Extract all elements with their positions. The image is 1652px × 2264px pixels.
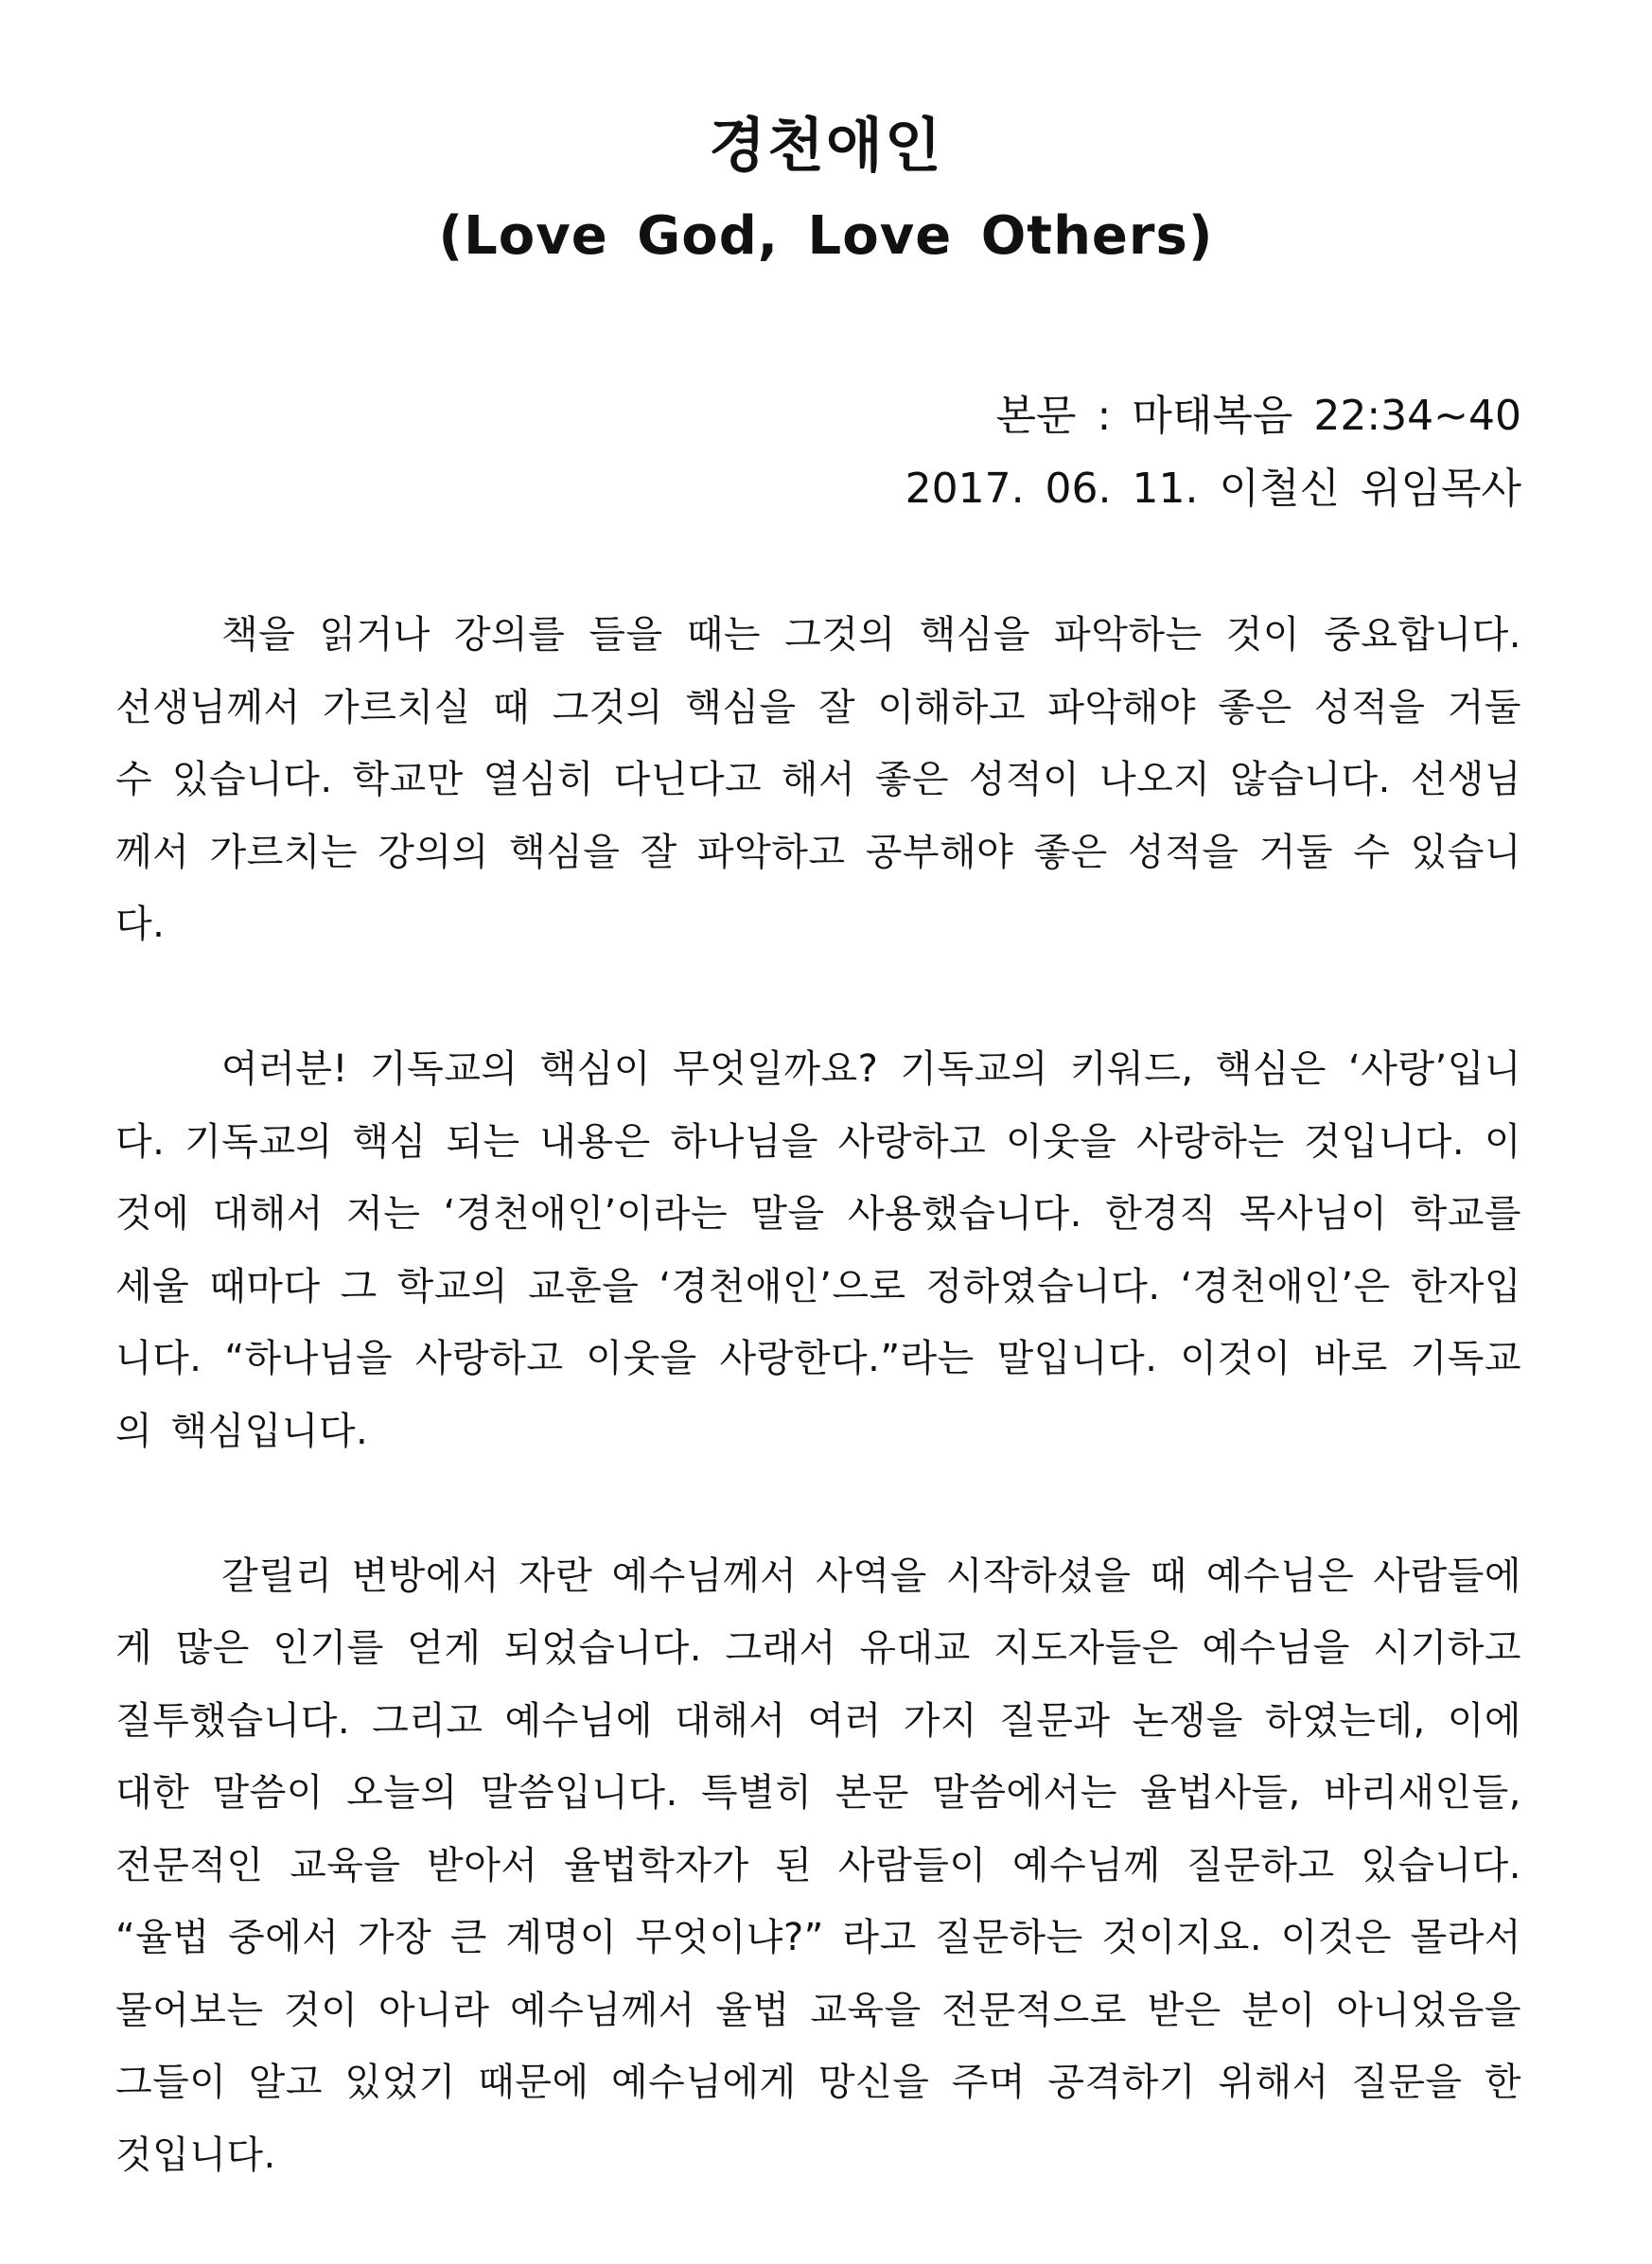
paragraph-1: 책을 읽거나 강의를 들을 때는 그것의 핵심을 파악하는 것이 중요합니다. 선생님께서 가르치실 때 그것의 핵심을 잘 이해하고 파악해야 좋은 성적을 거둘 수 있습니다. 학교만 열심히 다닌다고 해서 좋은 성적이 나오지 않습니다. 선생님께서 가르치는 강의의 핵심을 잘 파악하고 공부해야 좋은 성적을 거둘 수 있습니다. [115,613,1521,946]
paragraph-3: 갈릴리 변방에서 자란 예수님께서 사역을 시작하셨을 때 예수님은 사람들에게 많은 인기를 얻게 되었습니다. 그래서 유대교 지도자들은 예수님을 시기하고 질투했습니다. 그리고 예수님에 대해서 여러 가지 질문과 논쟁을 하였는데, 이에 대한 말씀이 오늘의 말씀입니다. 특별히 본문 말씀에서는 율법사들, 바리새인들, 전문적인 교육을 받아서 율법학자가 된 사람들이 예수님께 질문하고 있습니다. “율법 중에서 가장 큰 계명이 무엇이냐?” 라고 질문하는 것이지요. 이것은 몰라서 물어보는 것이 아니라 예수님께서 율법 교육을 전문적으로 받은 분이 아니었음을 그들이 알고 있었기 때문에 예수님에게 망신을 주며 공격하기 위해서 질문을 한 것입니다. [115,1553,1521,2177]
sermon-body [115,599,1521,2264]
paragraph-2: 여러분! 기독교의 핵심이 무엇일까요? 기독교의 키워드, 핵심은 ‘사랑’입니다. 기독교의 핵심 되는 내용은 하나님을 사랑하고 이웃을 사랑하는 것입니다. 이것에 대해서 저는 ‘경천애인’이라는 말을 사용했습니다. 한경직 목사님이 학교를 세울 때마다 그 학교의 교훈을 ‘경천애인’으로 정하였습니다. ‘경천애인’은 한자입니다. “하나님을 사랑하고 이웃을 사랑한다.”라는 말입니다. 이것이 바로 기독교의 핵심입니다. [115,1047,1521,1453]
scripture-reference: 본문 : 마태복음 22:34~40 [995,392,1521,440]
date-and-pastor: 2017. 06. 11. 이철신 위임목사 [905,465,1521,513]
sermon-title: 경천애인 [709,111,943,180]
sermon-subtitle: (Love God, Love Others) [438,205,1214,267]
